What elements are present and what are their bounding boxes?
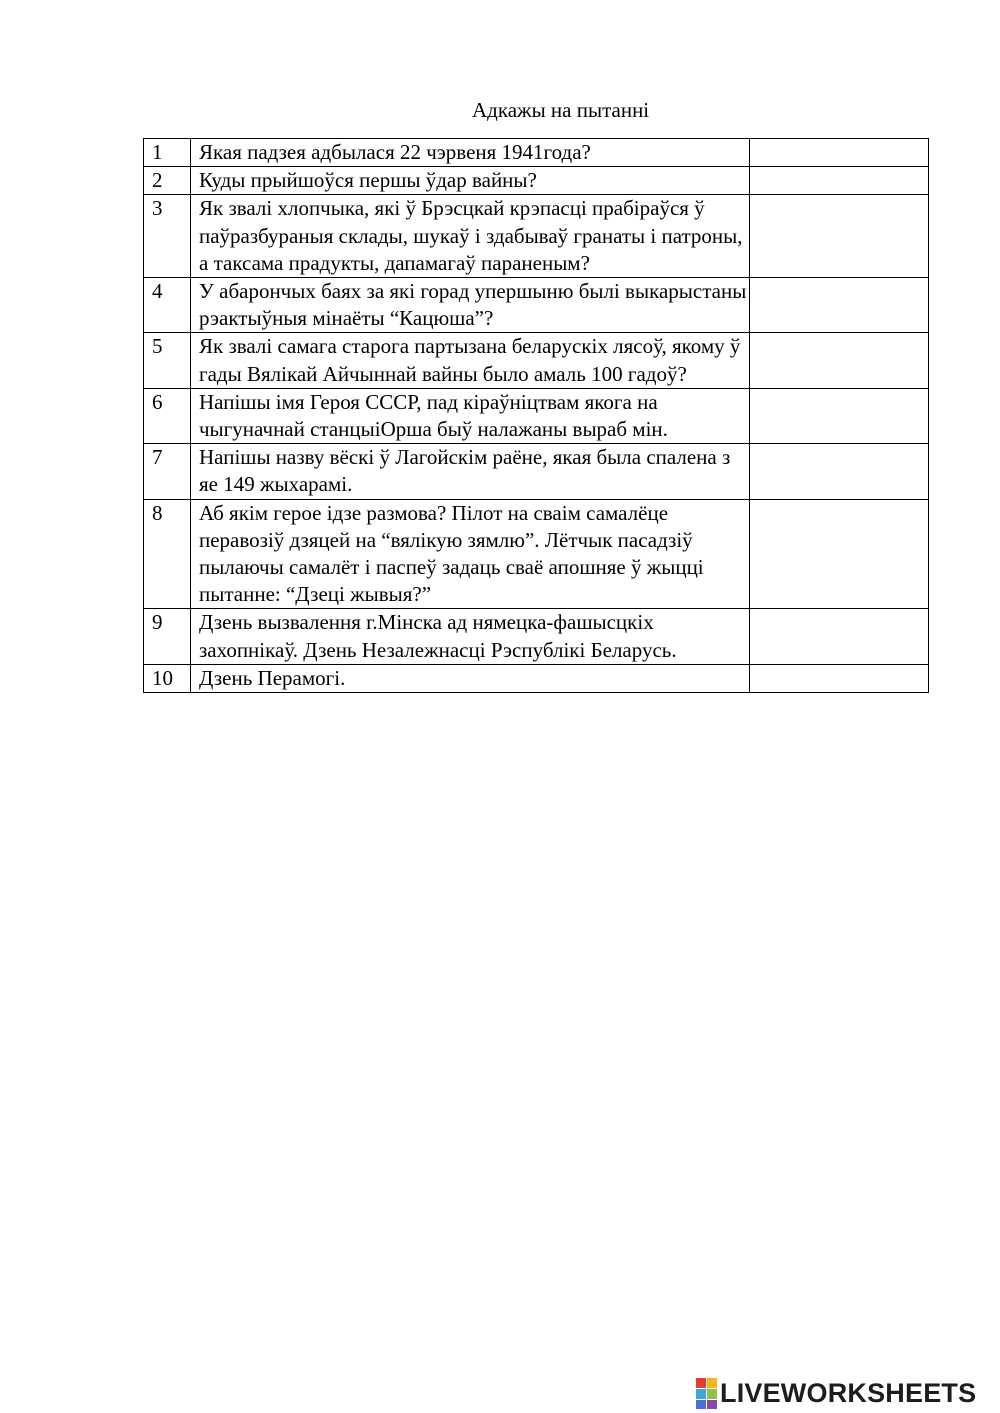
questions-table bbox=[143, 138, 929, 693]
liveworksheets-logo-icon bbox=[696, 1378, 717, 1409]
question-number: 9 bbox=[144, 609, 191, 664]
question-row bbox=[144, 609, 929, 664]
answer-cell[interactable] bbox=[750, 664, 929, 692]
answer-input-10[interactable] bbox=[758, 665, 932, 682]
question-row bbox=[144, 167, 929, 195]
answer-input-7[interactable] bbox=[758, 444, 932, 461]
question-row bbox=[144, 388, 929, 443]
answer-input-9[interactable] bbox=[758, 609, 932, 626]
answer-input-8[interactable] bbox=[758, 500, 932, 517]
question-row bbox=[144, 195, 929, 278]
question-text: Якая падзея адбылася 22 чэрвеня 1941года? bbox=[191, 139, 750, 167]
question-text: Напішы назву вёскі ў Лагойскім раёне, якая была спалена з яе 149 жыхарамі. bbox=[191, 444, 750, 499]
answer-input-4[interactable] bbox=[758, 278, 932, 295]
question-row bbox=[144, 499, 929, 609]
question-row bbox=[144, 333, 929, 388]
answer-cell[interactable] bbox=[750, 333, 929, 388]
question-row bbox=[144, 664, 929, 692]
question-text: Аб якім герое ідзе размова? Пілот на сваім самалёце перавозіў дзяцей на “вялікую зямлю”. Лётчык пасадзіў пылаючы самалёт і паспеў задаць сваё апошняе ў жыцці пытанне: “Дзеці жывыя?” bbox=[191, 499, 750, 609]
question-text: Як звалі хлопчыка, які ў Брэсцкай крэпасці прабіраўся ў паўразбураныя склады, шукаў і здабываў гранаты і патроны, а таксама прадукты, дапамагаў параненым? bbox=[191, 195, 750, 278]
question-number: 3 bbox=[144, 195, 191, 278]
logo-mark-block bbox=[707, 1378, 717, 1388]
question-text: У абарончых баях за які горад упершыню былі выкарыстаны рэактыўныя мінаёты “Кацюша”? bbox=[191, 278, 750, 333]
logo-mark-block bbox=[707, 1389, 717, 1399]
answer-cell[interactable] bbox=[750, 609, 929, 664]
liveworksheets-logo bbox=[696, 1378, 976, 1408]
question-text: Як звалі самага старога партызана беларускіх лясоў, якому ў гады Вялікай Айчыннай вайны было амаль 100 гадоў? bbox=[191, 333, 750, 388]
answer-input-6[interactable] bbox=[758, 389, 932, 406]
logo-mark-block bbox=[696, 1389, 706, 1399]
question-text: Куды прыйшоўся першы ўдар вайны? bbox=[191, 167, 750, 195]
question-number: 10 bbox=[144, 664, 191, 692]
question-number: 8 bbox=[144, 499, 191, 609]
answer-input-1[interactable] bbox=[758, 139, 932, 156]
question-number: 6 bbox=[144, 388, 191, 443]
question-row bbox=[144, 444, 929, 499]
question-number: 7 bbox=[144, 444, 191, 499]
logo-mark-block bbox=[696, 1378, 706, 1388]
page-title: Адкажы на пытанні bbox=[472, 98, 650, 122]
brand-name: LIVEWORKSHEETS bbox=[720, 1377, 977, 1408]
logo-mark-block bbox=[696, 1400, 706, 1409]
question-text: Напішы імя Героя СССР, пад кіраўніцтвам якога на чыгуначнай станцыіОрша быў налажаны выраб мін. bbox=[191, 388, 750, 443]
answer-input-5[interactable] bbox=[758, 333, 932, 350]
answer-input-3[interactable] bbox=[758, 195, 932, 212]
question-text: Дзень вызвалення г.Мінска ад нямецка-фашысцкіх захопнікаў. Дзень Незалежнасці Рэспублікі Беларусь. bbox=[191, 609, 750, 664]
question-text: Дзень Перамогі. bbox=[191, 664, 750, 692]
question-number: 4 bbox=[144, 278, 191, 333]
answer-cell[interactable] bbox=[750, 167, 929, 195]
answer-cell[interactable] bbox=[750, 444, 929, 499]
logo-mark-block bbox=[707, 1400, 717, 1409]
answer-cell[interactable] bbox=[750, 195, 929, 278]
answer-cell[interactable] bbox=[750, 388, 929, 443]
question-row bbox=[144, 278, 929, 333]
answer-input-2[interactable] bbox=[758, 167, 932, 184]
question-number: 5 bbox=[144, 333, 191, 388]
question-number: 1 bbox=[144, 139, 191, 167]
answer-cell[interactable] bbox=[750, 499, 929, 609]
question-number: 2 bbox=[144, 167, 191, 195]
question-row bbox=[144, 139, 929, 167]
answer-cell[interactable] bbox=[750, 278, 929, 333]
answer-cell[interactable] bbox=[750, 139, 929, 167]
